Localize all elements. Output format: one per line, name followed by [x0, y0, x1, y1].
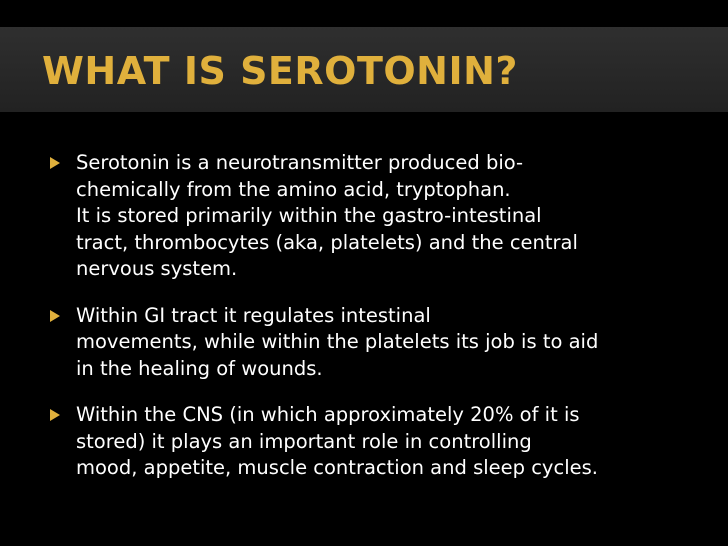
triangle-bullet-icon	[50, 310, 60, 322]
bullet-line: mood, appetite, muscle contraction and sleep cycles.	[76, 456, 598, 479]
bullet-line: Serotonin is a neurotransmitter produced bio-	[76, 151, 524, 174]
bullet-line: in the healing of wounds.	[76, 356, 323, 380]
bullet-line: stored) it plays an important role in controlling	[76, 429, 532, 453]
bullet-line: Within GI tract it regulates intestinal	[76, 303, 431, 327]
bullet-list	[0, 150, 728, 482]
triangle-bullet-icon	[50, 157, 60, 169]
title-band	[0, 27, 728, 112]
slide-title: WHAT IS SEROTONIN?	[42, 49, 518, 93]
bullet-line: tract, thrombocytes (aka, platelets) and the central	[76, 230, 578, 254]
bullet-item-2	[0, 303, 728, 383]
bullet-line: It is stored primarily within the gastro-intestinal	[76, 204, 542, 227]
bullet-item-3	[0, 402, 728, 482]
bullet-item-1	[0, 150, 728, 283]
bullet-line: nervous system.	[76, 257, 238, 280]
bullet-line: Within the CNS (in which approximately 20% of it is	[76, 403, 580, 426]
bullet-line: chemically from the amino acid, tryptophan.	[76, 177, 511, 201]
bullet-line: movements, while within the platelets its job is to aid	[76, 330, 599, 353]
triangle-bullet-icon	[50, 409, 60, 421]
